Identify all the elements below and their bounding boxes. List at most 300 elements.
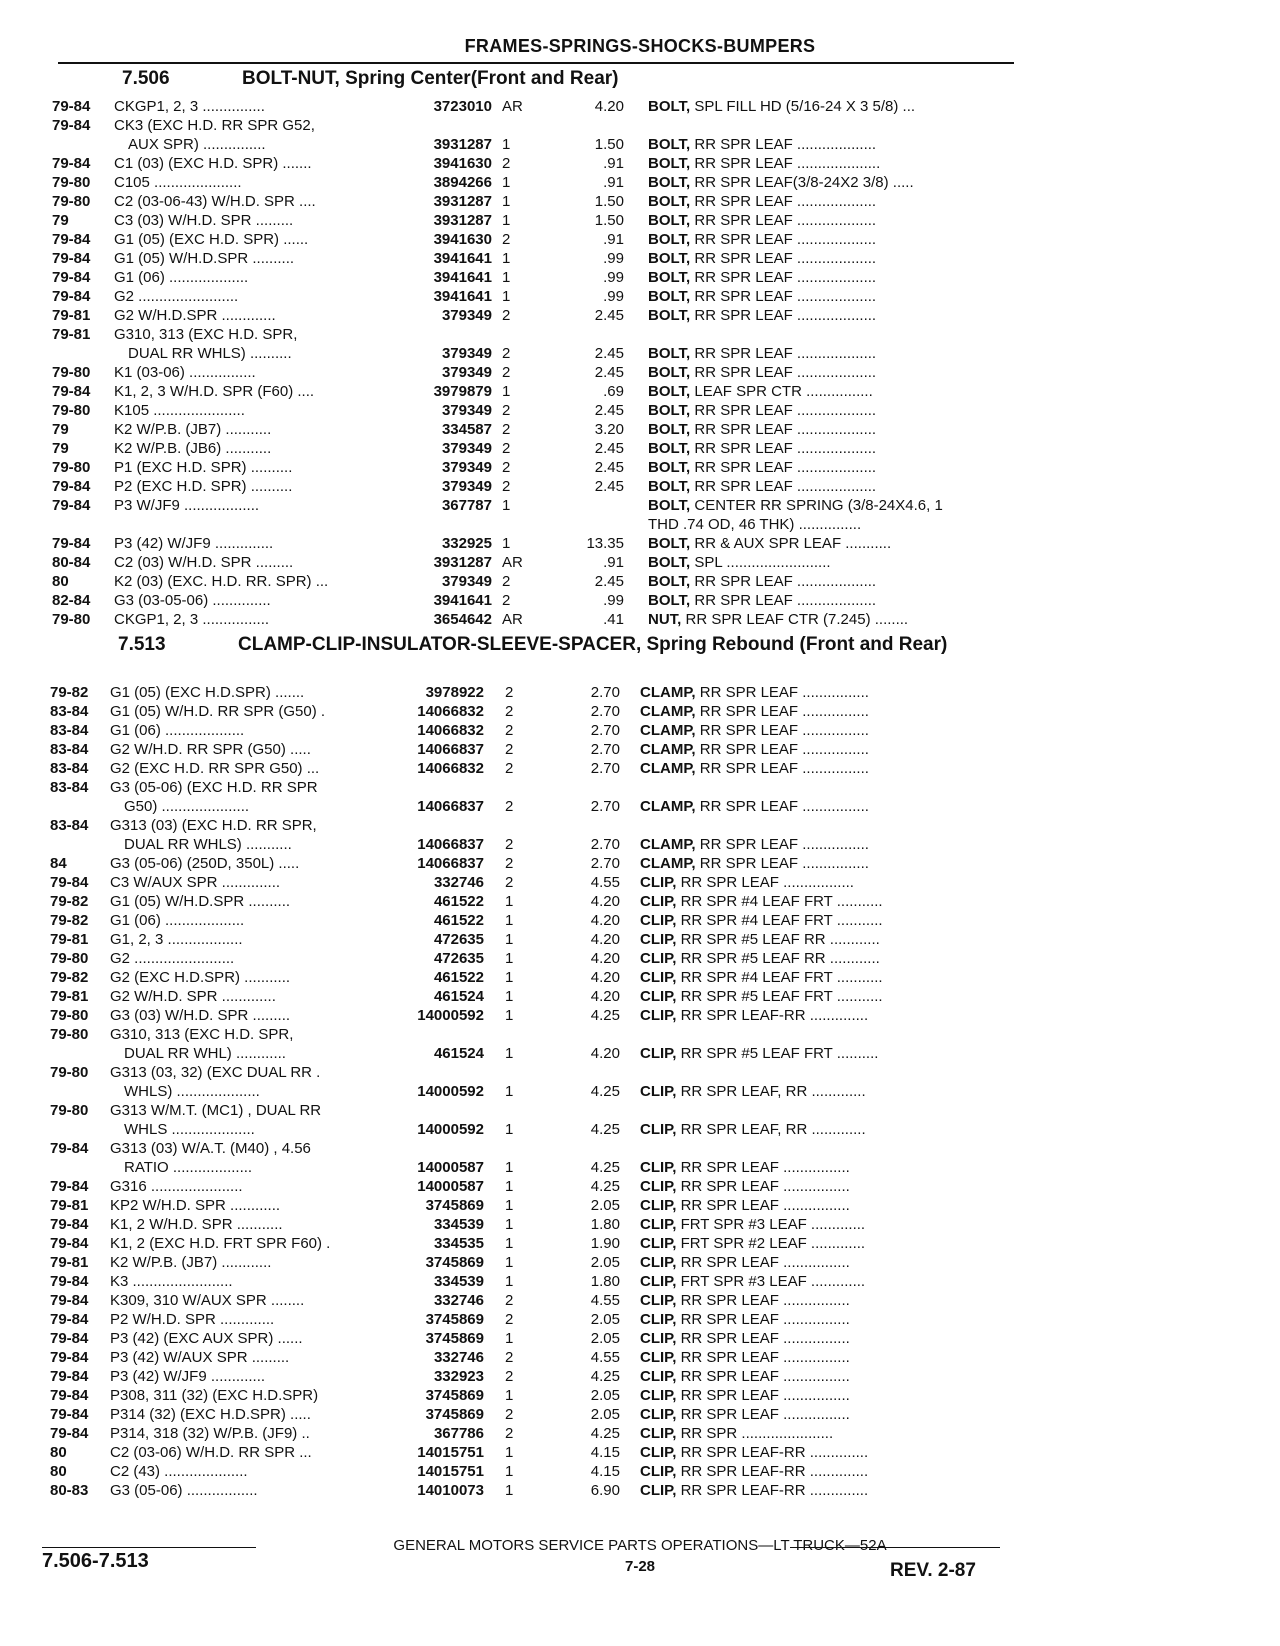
quantity-cell: 1 (505, 1482, 514, 1499)
part-number-cell: 379349 (441, 459, 492, 476)
description-text: RR SPR #4 LEAF FRT ........... (680, 912, 883, 929)
table-row (0, 439, 1280, 458)
model-cell: DUAL RR WHL) ............ (124, 1045, 286, 1062)
table-row (0, 496, 1280, 515)
model-cell: WHLS .................... (124, 1121, 255, 1138)
table-row (0, 1481, 1280, 1500)
description-keyword: BOLT, (648, 98, 691, 115)
table-row (0, 325, 1280, 344)
price-cell: 4.25 (590, 1083, 620, 1100)
description-keyword: BOLT, (648, 440, 691, 457)
description-text: RR SPR LEAF ................ (680, 1292, 850, 1309)
table-row (0, 1348, 1280, 1367)
quantity-cell: 2 (502, 307, 511, 324)
table-row (0, 1386, 1280, 1405)
table-row (0, 553, 1280, 572)
footer-revision: REV. 2-87 (890, 1560, 976, 1581)
model-cell: G3 (05-06) (EXC H.D. RR SPR (110, 779, 318, 796)
price-cell: 2.05 (590, 1311, 620, 1328)
model-cell: G1 (05) (EXC H.D.SPR) ....... (110, 684, 305, 701)
year-cell: 79-81 (52, 307, 91, 324)
quantity-cell: 1 (505, 893, 514, 910)
price-cell: 2.45 (594, 345, 624, 362)
table-row (0, 363, 1280, 382)
price-cell: 2.05 (590, 1330, 620, 1347)
table-row (0, 1158, 1280, 1177)
model-cell: P2 (EXC H.D. SPR) .......... (114, 478, 293, 495)
part-number-cell: 379349 (441, 402, 492, 419)
year-cell: 79-84 (50, 874, 89, 891)
quantity-cell: 1 (505, 1463, 514, 1480)
table-row (0, 515, 1280, 534)
quantity-cell: 1 (505, 1178, 514, 1195)
quantity-cell: 2 (505, 741, 514, 758)
table-row (0, 344, 1280, 363)
model-cell: K309, 310 W/AUX SPR ........ (110, 1292, 305, 1309)
model-cell: G2 W/H.D. RR SPR (G50) ..... (110, 741, 311, 758)
table-row (0, 1177, 1280, 1196)
description-keyword: CLIP, (640, 1349, 677, 1366)
year-cell: 83-84 (50, 817, 89, 834)
section-number: 7.513 (118, 634, 166, 655)
table-row (0, 968, 1280, 987)
part-number-cell: 461522 (433, 893, 484, 910)
description-keyword: BOLT, (648, 573, 691, 590)
description-text: SPL ......................... (694, 554, 831, 571)
table-row (0, 1025, 1280, 1044)
description-text: RR SPR #4 LEAF FRT ........... (680, 893, 883, 910)
part-number-cell: 14000587 (417, 1178, 484, 1195)
table-row (0, 1443, 1280, 1462)
description-cell (640, 1158, 1020, 1177)
price-cell: 1.50 (594, 212, 624, 229)
part-number-cell: 332923 (433, 1368, 484, 1385)
table-row (0, 721, 1280, 740)
price-cell: 4.20 (590, 912, 620, 929)
part-number-cell: 379349 (441, 573, 492, 590)
quantity-cell: 1 (502, 136, 511, 153)
price-cell: 4.25 (590, 1178, 620, 1195)
part-number-cell: 14066837 (417, 741, 484, 758)
description-text: RR & AUX SPR LEAF ........... (694, 535, 892, 552)
price-cell: 4.15 (590, 1444, 620, 1461)
description-keyword: CLIP, (640, 1197, 677, 1214)
description-text: RR SPR LEAF ................ (699, 760, 869, 777)
description-text: RR SPR LEAF ................... (694, 193, 877, 210)
table-row (0, 154, 1280, 173)
description-cell (648, 363, 1028, 382)
description-keyword: CLIP, (640, 931, 677, 948)
description-text: RR SPR LEAF ................ (699, 741, 869, 758)
part-number-cell: 3941641 (433, 250, 492, 267)
description-text: RR SPR LEAF ................ (699, 798, 869, 815)
model-cell: P308, 311 (32) (EXC H.D.SPR) (110, 1387, 319, 1404)
model-cell: G1 (05) W/H.D. RR SPR (G50) . (110, 703, 326, 720)
description-keyword: BOLT, (648, 288, 691, 305)
table-row (0, 1272, 1280, 1291)
year-cell: 79-84 (50, 1235, 89, 1252)
model-cell: RATIO ................... (124, 1159, 253, 1176)
description-keyword: CLIP, (640, 1444, 677, 1461)
year-cell: 79-80 (50, 950, 89, 967)
description-text: RR SPR LEAF CTR (7.245) ........ (685, 611, 909, 628)
description-keyword: CLAMP, (640, 798, 696, 815)
price-cell: 4.15 (590, 1463, 620, 1480)
price-cell: .99 (603, 250, 624, 267)
table-row (0, 1310, 1280, 1329)
year-cell: 79-81 (50, 931, 89, 948)
description-cell (640, 835, 1020, 854)
parts-table (0, 683, 1280, 1500)
description-cell (648, 287, 1028, 306)
page-header-title: FRAMES-SPRINGS-SHOCKS-BUMPERS (464, 36, 816, 56)
price-cell: 2.05 (590, 1197, 620, 1214)
description-cell (648, 420, 1028, 439)
year-cell: 79-84 (52, 383, 91, 400)
description-keyword: BOLT, (648, 345, 691, 362)
description-text: RR SPR LEAF ................... (694, 364, 877, 381)
table-row (0, 382, 1280, 401)
part-number-cell: 14015751 (417, 1463, 484, 1480)
table-row (0, 1291, 1280, 1310)
table-row (0, 230, 1280, 249)
model-cell: K2 W/P.B. (JB7) ............ (110, 1254, 272, 1271)
model-cell: P3 (42) W/AUX SPR ......... (110, 1349, 290, 1366)
quantity-cell: 1 (502, 212, 511, 229)
quantity-cell: 2 (505, 1292, 514, 1309)
description-cell (648, 477, 1028, 496)
description-keyword: CLIP, (640, 1387, 677, 1404)
price-cell: 4.55 (590, 874, 620, 891)
description-text: RR SPR LEAF ................... (694, 269, 877, 286)
description-text: RR SPR LEAF ................ (680, 1368, 850, 1385)
description-text: RR SPR LEAF ................... (694, 440, 877, 457)
description-keyword: CLIP, (640, 1425, 677, 1442)
year-cell: 79-84 (52, 250, 91, 267)
quantity-cell: 2 (505, 1368, 514, 1385)
quantity-cell: 1 (505, 1197, 514, 1214)
description-text: RR SPR LEAF ................. (680, 874, 854, 891)
year-cell: 83-84 (50, 703, 89, 720)
part-number-cell: 3745869 (425, 1197, 484, 1214)
quantity-cell: 1 (502, 193, 511, 210)
part-number-cell: 3745869 (425, 1330, 484, 1347)
description-cell (640, 683, 1020, 702)
description-text: LEAF SPR CTR ................ (694, 383, 873, 400)
description-keyword: CLIP, (640, 1216, 677, 1233)
table-row (0, 116, 1280, 135)
description-cell (648, 382, 1028, 401)
description-keyword: CLIP, (640, 1311, 677, 1328)
part-number-cell: 14066837 (417, 836, 484, 853)
section-number: 7.506 (122, 68, 170, 89)
year-cell: 79-84 (52, 478, 91, 495)
description-keyword: CLIP, (640, 1273, 677, 1290)
year-cell: 79-80 (52, 611, 91, 628)
description-text: RR SPR LEAF ................ (699, 836, 869, 853)
table-row (0, 401, 1280, 420)
section-title: CLAMP-CLIP-INSULATOR-SLEEVE-SPACER, Spring Rebound (Front and Rear) (238, 634, 948, 655)
table-row (0, 458, 1280, 477)
part-number-cell: 472635 (433, 931, 484, 948)
model-cell: C2 (43) .................... (110, 1463, 248, 1480)
description-keyword: CLIP, (640, 1083, 677, 1100)
description-cell (648, 515, 1028, 534)
part-number-cell: 14066832 (417, 722, 484, 739)
table-row (0, 1424, 1280, 1443)
description-cell (640, 1177, 1020, 1196)
description-keyword: BOLT, (648, 193, 691, 210)
description-text: RR SPR LEAF-RR .............. (680, 1482, 869, 1499)
model-cell: K1, 2 W/H.D. SPR ........... (110, 1216, 283, 1233)
description-cell (640, 892, 1020, 911)
model-cell: KP2 W/H.D. SPR ............ (110, 1197, 281, 1214)
price-cell: .91 (603, 155, 624, 172)
table-row (0, 192, 1280, 211)
part-number-cell: 334587 (441, 421, 492, 438)
table-row (0, 1215, 1280, 1234)
description-text: RR SPR LEAF ................... (694, 136, 877, 153)
model-cell: G310, 313 (EXC H.D. SPR, (110, 1026, 294, 1043)
model-cell: G313 (03) (EXC H.D. RR SPR, (110, 817, 317, 834)
description-text: RR SPR LEAF ................ (680, 1387, 850, 1404)
description-cell (648, 496, 1028, 515)
price-cell: .99 (603, 288, 624, 305)
description-keyword: BOLT, (648, 459, 691, 476)
description-cell (640, 1462, 1020, 1481)
table-row (0, 683, 1280, 702)
price-cell: 4.20 (590, 1045, 620, 1062)
quantity-cell: 2 (502, 345, 511, 362)
quantity-cell: 2 (502, 573, 511, 590)
quantity-cell: 2 (505, 1425, 514, 1442)
table-row (0, 249, 1280, 268)
description-keyword: CLIP, (640, 1368, 677, 1385)
description-cell (648, 439, 1028, 458)
price-cell: 2.70 (590, 836, 620, 853)
description-cell (640, 1272, 1020, 1291)
year-cell: 79-80 (50, 1026, 89, 1043)
description-keyword: CLIP, (640, 1045, 677, 1062)
model-cell: G3 (03) W/H.D. SPR ......... (110, 1007, 291, 1024)
price-cell: .69 (603, 383, 624, 400)
year-cell: 79-84 (50, 1140, 89, 1157)
table-row (0, 854, 1280, 873)
quantity-cell: 1 (505, 988, 514, 1005)
description-text: RR SPR LEAF ................... (694, 288, 877, 305)
price-cell: 1.50 (594, 193, 624, 210)
table-row (0, 1329, 1280, 1348)
year-cell: 84 (50, 855, 67, 872)
year-cell: 79-82 (50, 684, 89, 701)
price-cell: 2.70 (590, 855, 620, 872)
price-cell: .99 (603, 592, 624, 609)
description-cell (640, 1006, 1020, 1025)
table-row (0, 816, 1280, 835)
model-cell: G313 (03, 32) (EXC DUAL RR . (110, 1064, 321, 1081)
year-cell: 79-84 (50, 1216, 89, 1233)
model-cell: G2 W/H.D. SPR ............. (110, 988, 276, 1005)
part-number-cell: 334535 (433, 1235, 484, 1252)
quantity-cell: AR (502, 611, 523, 628)
part-number-cell: 332746 (433, 1292, 484, 1309)
quantity-cell: 1 (505, 1273, 514, 1290)
description-cell (640, 911, 1020, 930)
description-cell (640, 721, 1020, 740)
description-cell (648, 268, 1028, 287)
model-cell: G2 ........................ (110, 950, 235, 967)
description-text: RR SPR LEAF ................ (680, 1330, 850, 1347)
description-cell (648, 591, 1028, 610)
part-number-cell: 3941641 (433, 269, 492, 286)
table-row (0, 1101, 1280, 1120)
year-cell: 79-84 (52, 535, 91, 552)
description-cell (648, 610, 1028, 629)
description-keyword: CLIP, (640, 1406, 677, 1423)
description-keyword: CLAMP, (640, 703, 696, 720)
quantity-cell: 2 (505, 1311, 514, 1328)
model-cell: G310, 313 (EXC H.D. SPR, (114, 326, 298, 343)
description-keyword: BOLT, (648, 136, 691, 153)
model-cell: K3 ........................ (110, 1273, 233, 1290)
table-row (0, 477, 1280, 496)
model-cell: G316 ...................... (110, 1178, 243, 1195)
description-keyword: NUT, (648, 611, 682, 628)
part-number-cell: 14066832 (417, 760, 484, 777)
description-text: RR SPR LEAF ................ (680, 1254, 850, 1271)
model-cell: K1, 2 (EXC H.D. FRT SPR F60) . (110, 1235, 331, 1252)
description-keyword: BOLT, (648, 554, 691, 571)
quantity-cell: 1 (505, 1083, 514, 1100)
quantity-cell: 1 (505, 1444, 514, 1461)
description-cell (640, 1291, 1020, 1310)
quantity-cell: 2 (502, 364, 511, 381)
model-cell: DUAL RR WHLS) ........... (124, 836, 292, 853)
year-cell: 79-84 (52, 98, 91, 115)
quantity-cell: AR (502, 98, 523, 115)
price-cell: 13.35 (586, 535, 624, 552)
quantity-cell: 2 (505, 1406, 514, 1423)
description-text: RR SPR #5 LEAF RR ............ (680, 931, 880, 948)
part-number-cell: 461524 (433, 1045, 484, 1062)
part-number-cell: 3941630 (433, 155, 492, 172)
quantity-cell: 1 (502, 174, 511, 191)
description-cell (640, 968, 1020, 987)
year-cell: 79-84 (50, 1425, 89, 1442)
price-cell: 1.50 (594, 136, 624, 153)
table-row (0, 1139, 1280, 1158)
quantity-cell: 1 (505, 1159, 514, 1176)
description-text: RR SPR LEAF, RR ............. (680, 1083, 866, 1100)
price-cell: 4.20 (590, 969, 620, 986)
description-text: RR SPR LEAF ................... (694, 573, 877, 590)
quantity-cell: 1 (505, 1007, 514, 1024)
model-cell: G1 (06) ................... (110, 722, 245, 739)
description-keyword: CLIP, (640, 1330, 677, 1347)
quantity-cell: 2 (502, 421, 511, 438)
year-cell: 79-84 (50, 1330, 89, 1347)
quantity-cell: 1 (505, 1045, 514, 1062)
price-cell: 6.90 (590, 1482, 620, 1499)
year-cell: 80 (52, 573, 69, 590)
description-cell (648, 344, 1028, 363)
price-cell: 2.45 (594, 478, 624, 495)
description-keyword: CLIP, (640, 874, 677, 891)
section-title: BOLT-NUT, Spring Center(Front and Rear) (242, 68, 619, 89)
part-number-cell: 334539 (433, 1216, 484, 1233)
model-cell: G313 W/M.T. (MC1) , DUAL RR (110, 1102, 322, 1119)
model-cell: G3 (05-06) ................. (110, 1482, 258, 1499)
model-cell: K2 W/P.B. (JB7) ........... (114, 421, 272, 438)
year-cell: 79 (52, 440, 69, 457)
part-number-cell: 14066832 (417, 703, 484, 720)
price-cell: 2.70 (590, 703, 620, 720)
part-number-cell: 379349 (441, 345, 492, 362)
model-cell: G1 (05) W/H.D.SPR .......... (114, 250, 295, 267)
parts-table (0, 97, 1280, 629)
description-cell (640, 740, 1020, 759)
description-keyword: BOLT, (648, 478, 691, 495)
description-keyword: BOLT, (648, 383, 691, 400)
description-text: RR SPR LEAF ................... (694, 250, 877, 267)
part-number-cell: 472635 (433, 950, 484, 967)
year-cell: 82-84 (52, 592, 91, 609)
description-keyword: CLIP, (640, 1178, 677, 1195)
model-cell: P3 (42) W/JF9 ............. (110, 1368, 266, 1385)
description-keyword: CLIP, (640, 893, 677, 910)
table-row (0, 610, 1280, 629)
description-cell (640, 1443, 1020, 1462)
description-text: RR SPR LEAF ................... (694, 459, 877, 476)
description-cell (648, 458, 1028, 477)
year-cell: 79-80 (52, 459, 91, 476)
price-cell: 2.05 (590, 1254, 620, 1271)
description-text: RR SPR LEAF ................ (680, 1406, 850, 1423)
year-cell: 79-84 (52, 497, 91, 514)
table-row (0, 949, 1280, 968)
year-cell: 80-84 (52, 554, 91, 571)
description-text: RR SPR LEAF ................ (699, 722, 869, 739)
description-text: RR SPR LEAF ................ (680, 1311, 850, 1328)
year-cell: 79-81 (50, 1254, 89, 1271)
year-cell: 79-80 (50, 1007, 89, 1024)
quantity-cell: 1 (502, 288, 511, 305)
quantity-cell: 1 (505, 1235, 514, 1252)
price-cell: .91 (603, 174, 624, 191)
description-text: RR SPR LEAF ................... (694, 421, 877, 438)
price-cell: 4.55 (590, 1292, 620, 1309)
table-row (0, 173, 1280, 192)
year-cell: 79-84 (50, 1273, 89, 1290)
description-keyword: BOLT, (648, 421, 691, 438)
price-cell: 2.45 (594, 573, 624, 590)
description-keyword: BOLT, (648, 402, 691, 419)
description-cell (640, 1367, 1020, 1386)
model-cell: C2 (03-06) W/H.D. RR SPR ... (110, 1444, 312, 1461)
description-cell (648, 135, 1028, 154)
table-row (0, 287, 1280, 306)
model-cell: G1, 2, 3 .................. (110, 931, 243, 948)
description-text: RR SPR ...................... (680, 1425, 834, 1442)
quantity-cell: 2 (505, 1349, 514, 1366)
table-row (0, 1405, 1280, 1424)
description-keyword: CLAMP, (640, 684, 696, 701)
part-number-cell: 3941641 (433, 288, 492, 305)
description-text: RR SPR LEAF ................... (694, 212, 877, 229)
price-cell: 4.55 (590, 1349, 620, 1366)
model-cell: P2 W/H.D. SPR ............. (110, 1311, 275, 1328)
quantity-cell: 1 (502, 250, 511, 267)
